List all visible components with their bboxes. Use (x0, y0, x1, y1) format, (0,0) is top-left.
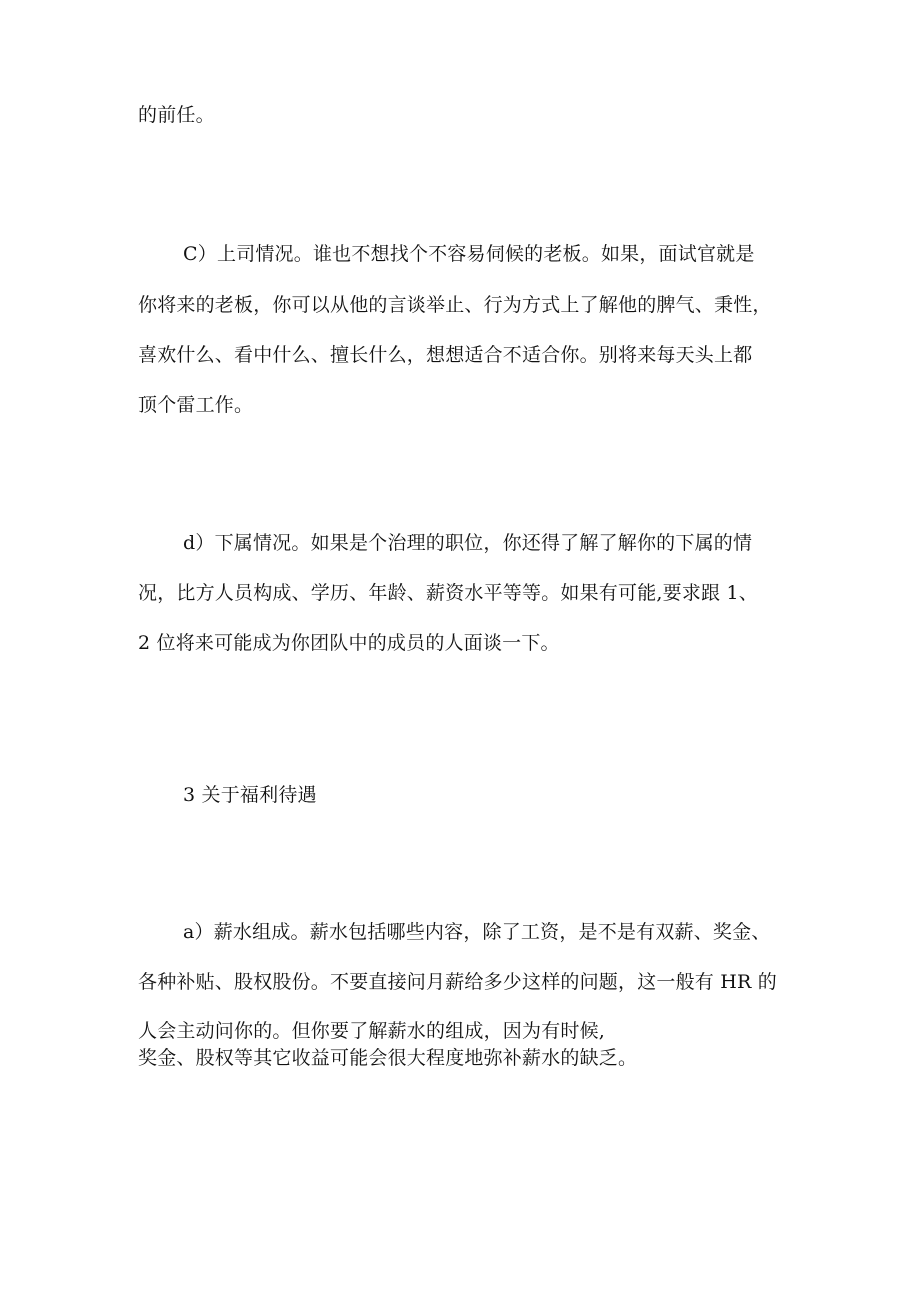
para-c-line-3: 喜欢什么、看中什么、擅长什么，想想适合不适合你。别将来每天头上都 (138, 344, 753, 366)
para-a-line-3: 人会主动问你的。但你要了解薪水的组成，因为有时候, (138, 1020, 606, 1042)
para-c-line-4: 顶个雷工作。 (138, 394, 254, 416)
intro-tail-line: 的前任。 (138, 104, 215, 126)
para-d-line-2: 况，比方人员构成、学历、年龄、薪资水平等等。如果有可能,要求跟 1、 (138, 582, 758, 604)
para-a-line-1: a）薪水组成。薪水包括哪些内容，除了工资，是不是有双薪、奖金、 (183, 921, 771, 943)
para-c-line-1: C）上司情况。谁也不想找个不容易伺候的老板。如果，面试官就是 (183, 243, 755, 265)
para-d-line-1: d）下属情况。如果是个治理的职位，你还得了解了解你的下属的情 (183, 532, 753, 554)
para-a-line-4: 奖金、股权等其它收益可能会很大程度地弥补薪水的缺乏。 (138, 1047, 638, 1069)
para-c-line-2: 你将来的老板，你可以从他的言谈举止、行为方式上了解他的脾气、秉性， (138, 294, 772, 316)
para-d-line-3: 2 位将来可能成为你团队中的成员的人面谈一下。 (138, 632, 560, 654)
section-heading: 3 关于福利待遇 (183, 784, 317, 806)
para-a-line-2: 各种补贴、股权股份。不要直接问月薪给多少这样的问题，这一般有 HR 的 (138, 971, 777, 993)
